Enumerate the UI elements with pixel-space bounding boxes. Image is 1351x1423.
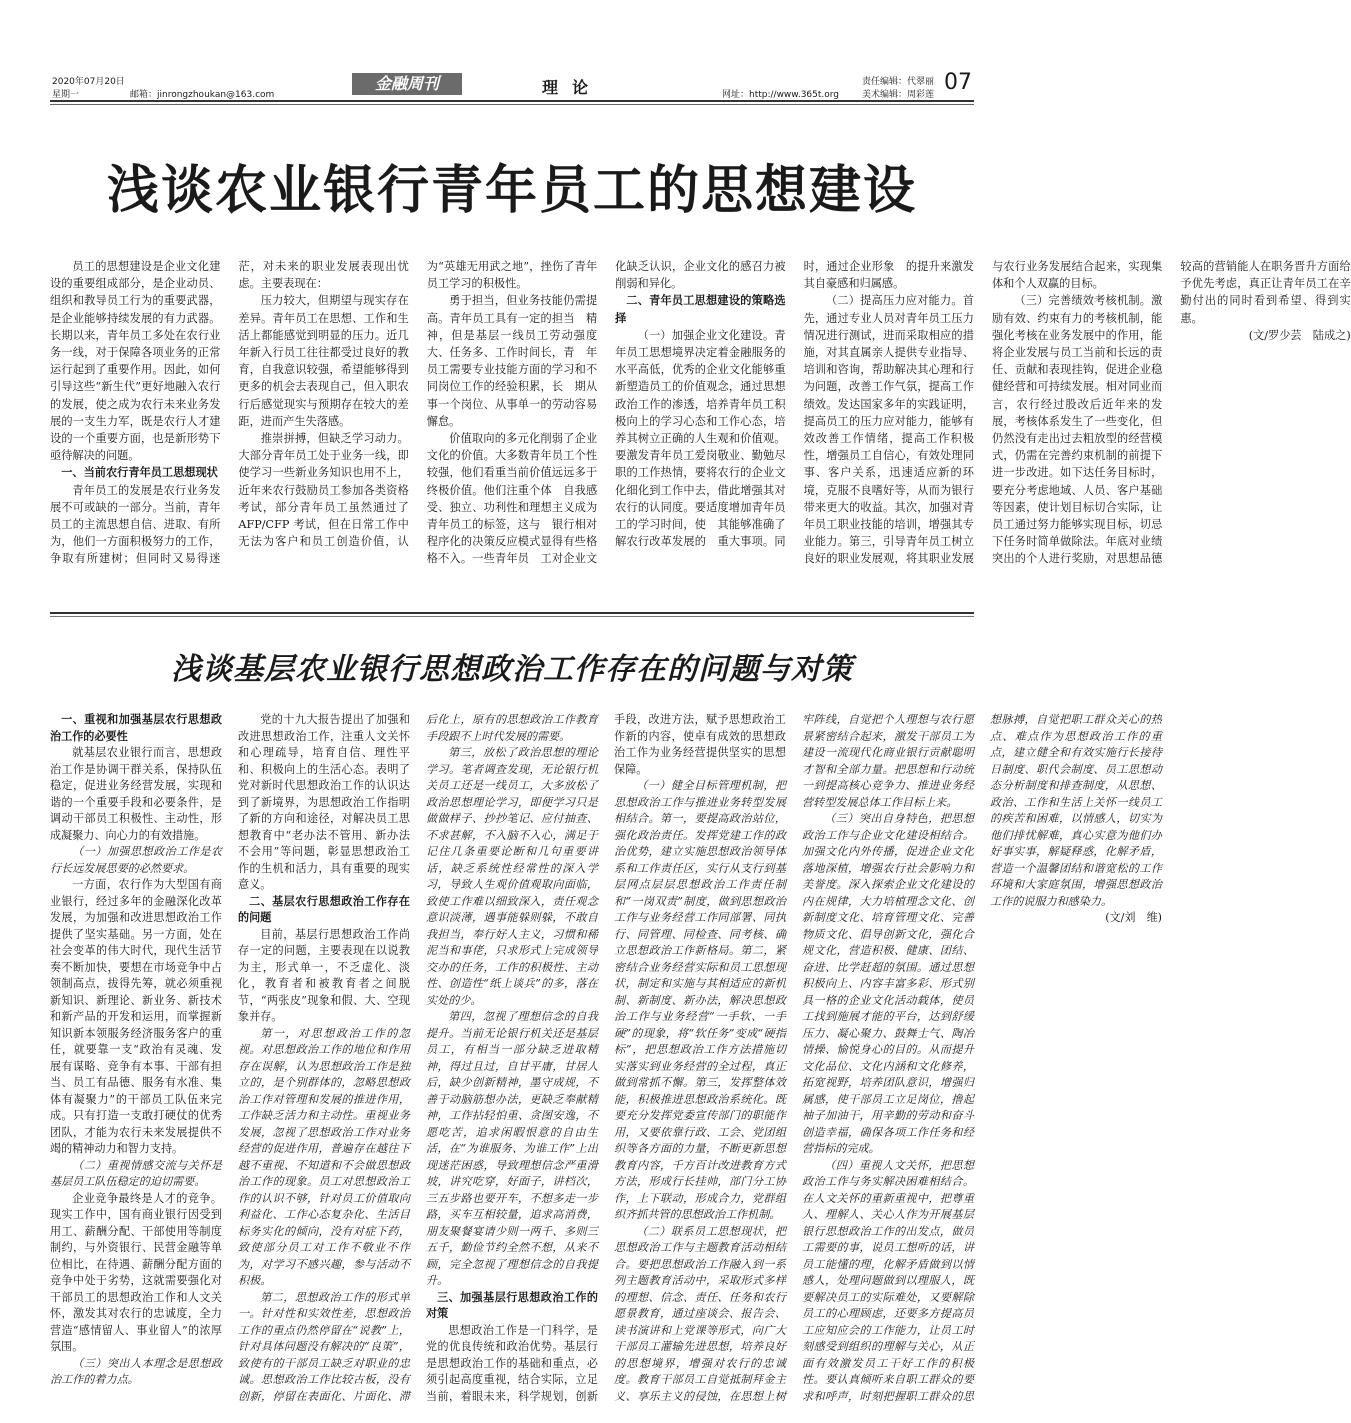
paragraph: 思想政治工作是一门科学，是党的优良传统和政治优势。基层行是思想政治工作的基础和重点，必须引起高度重视，结合实际，立足当前，着眼未来，科学规划，创新手段，改进方法，赋予思想政治工作新的内容，使卓有成效的思想政治工作为业务经营提供坚实的思想保障。 [426, 713, 786, 1403]
paragraph: 企业竞争最终是人才的竞争。现实工作中，国有商业银行因受到用工、薪酬分配、干部使用等制度制约，与外资银行、民营金融等单位相比，在待遇、薪酬分配方面的竞争中处于劣势，这就需要强化对干部员工的思想政治工作和人文关怀，激发其对农行的忠诚度，全力营造“感情留人、事业留人”的浓厚氛围。 [50, 1191, 222, 1353]
art-editor: 美术编辑：周彩莲 [862, 90, 935, 100]
article2-body [50, 712, 1162, 1412]
website-address: 网址：http://www.365t.org [722, 90, 840, 100]
paragraph: 一方面，农行作为大型国有商业银行，经过多年的金融深化改革发展，为加强和改进思想政治工作提供了坚实基础。另一方面，处在社会变革的伟大时代，现代生活节奏不断加快，要想在市场竞争中占领制高点，拔得先筹，就必须重视新知识、新理论、新业务、新技术和新产品的开发和运用，而掌握新知识新本领服务经济服务客户的重任，就要靠一支“政治有灵魂、发展有谋略、竞争有本事、干部有担当、员工有品德、服务有水准、集体有凝聚力”的干部员工队伍来完成。只有打造一支敢打硬仗的优秀团队，才能为农行未来发展提供不竭的精神动力和智力支持。 [50, 878, 222, 1155]
section-heading: 一、当前农行青年员工思想现状 [61, 465, 218, 480]
paragraph: 勇于担当，但业务技能仍需提高。青年员工具有一定的担当 精神，但是基层一线员工劳动强度大、任务多、工作时间长，青 年员工需要专业技能方面的学习和不同岗位工作的经验积累，长 期从事一个岗位、从事单一的劳动容易懈怠。 [426, 294, 598, 428]
paragraph: 推崇拼搏，但缺乏学习动力。大部分青年员工处于业务一线，即使学习一些新业务知识也用不上，近年来农行鼓励员工参加各类资格考试，部分青年员工虽然通过了 AFP/CFP 考试，但在日常工作中无法为客户和员工创造价值，认为“英雄无用武之地”，挫伤了青年员工学习的积极性。 [238, 260, 598, 549]
paragraph: 第二，思想政治工作的形式单一。针对性和实效性差，思想政治工作的重点仍然停留在“说教”上，针对具体问题没有解决的“良策”，致使有的干部员工缺乏对职业的忠诚。思想政治工作比较古板，没有创新，停留在表面化、片面化、滞后化上，原有的思想政治工作教育手段跟不上时代发展的需要。 [238, 713, 598, 1403]
header-rule [50, 100, 974, 102]
page-number: 07 [944, 70, 972, 95]
responsible-editor: 责任编辑：代翠丽 [862, 77, 935, 87]
paragraph: 第一，对思想政治工作的忽视。对思想政治工作的地位和作用存在误解，认为思想政治工作是独立的，是个别群体的，忽略思想政治工作对管理和发展的推进作用，工作缺乏活力和主动性。重视业务发展，忽视了思想政治工作对业务经营的促进作用，普遍存在越往下越不重视、不知道和不会做思想政治工作的现象。员工对思想政治工作的认识不够，针对员工价值取向利益化、工作心态复杂化、生活目标务实化的倾向，没有对症下药，致使部分员工对工作不敬业不作为，对学习不感兴趣，参与活动不积极。 [238, 1026, 410, 1287]
paragraph: （二）重视情感交流与关怀是基层员工队伍稳定的迫切需要。 [50, 1158, 222, 1188]
paragraph: 价值取向的多元化削弱了企业文化的价值。大多数青年员工个性较强，他们看重当前价值远远多于终极价值。他们注重个体 自我感受、独立、功利性和理想主义成为青年员工的标签，这与 银行相对程序化的决策反应模式显得有些格格不入。一些青年员 工对企业文化缺乏认识，企业文化的感召力被削弱和异化。 [426, 260, 786, 566]
header-rule-thin [50, 104, 974, 105]
section-name: 理论 [542, 78, 603, 97]
paragraph: （三）完善绩效考核机制。激励有效、约束有力的考核机制，能强化考核在业务发展中的作用，能将企业发展与员工当前和长远的责任、贡献和表现挂钩，促进企业稳健经营和可持续发展。相对同业而言，农行经过股改后近年来的发展，考核体系发生了一些变化，但仍然没有走出过去粗放型的经营模式，仍需在完善约束机制的前提下进一步改进。如下达任务目标时，要充分考虑地域、人员、客户基础等因素，使计划目标切合实际，让员工通过努力能够实现目标，切忌下任务时简单做除法。年底对业绩突出的个人进行奖励，对思想品德较高的营销能人在职务晋升方面给予优先考虑，真正让青年员工在辛勤付出的同时看到希望、得到实惠。 [991, 260, 1351, 566]
article-separator-thin [50, 616, 974, 617]
article-separator [50, 612, 974, 614]
section-heading: 二、青年员工思想建设的策略选择 [615, 293, 786, 325]
article2-title: 浅谈基层农业银行思想政治工作存在的问题与对策 [171, 652, 853, 687]
paragraph: 压力较大，但期望与现实存在差异。青年员工在思想、工作和生活上都能感觉到明显的压力。近几年新入行员工往往都受过良好的教育，自我意识较强，希望能够得到更多的机会去表现自己，但入职农行后感觉现实与预期存在较大的差距，进而产生失落感。 [238, 294, 409, 428]
article1-body [50, 258, 1351, 578]
issue-weekday: 星期一 [52, 90, 80, 100]
author-byline: (文/刘 维) [1105, 911, 1162, 924]
section-heading: 一、重视和加强基层农行思想政治工作的必要性 [50, 713, 222, 743]
paragraph: 第四，忽视了理想信念的自我提升。当前无论银行机关还是基层员工，有相当一部分缺乏进取精神，得过且过，自甘平庸，甘居人后，缺少创新精神，墨守成规，不善于动脑筋想办法，更缺乏奉献精神，工作拈轻怕重、贪图安逸，不愿吃苦，追求闲暇恨意的自由生活，在“为谁服务、为谁工作”上出现迷茫困惑，导致理想信念严重滑坡，讲究吃穿，好面子，讲档次，三五步路也要开车，不想多走一步路，买车互相较量，追求高消费，朋友聚餐宴请少则一两千、多则三五千，勤俭节约全然不想，从来不顾，完全忽视了理想信念的自我提升。 [426, 1010, 598, 1287]
paragraph: （二）联系员工思想现状，把思想政治工作与主题教育活动相结合。要把思想政治工作融入到一系列主题教育活动中，采取形式多样的理想、信念、责任、任务和农行愿景教育，通过座谈会、报告会、读书演讲和上党课等形式，向广大干部员工灌输先进思想，培养良好的思想境界，增强对农行的忠诚度。教育干部员工自觉抵制拜金主义、享乐主义的侵蚀，在思想上树牢阵线，自觉把个人理想与农行愿景紧密结合起来，激发干部员工为建设一流现代化商业银行贡献聪明才智和全部力量。把思想和行动统一到提高核心竞争力、推进业务经营转型发展总体工作目标上来。 [614, 713, 974, 1403]
article1-title: 浅谈农业银行青年员工的思想建设 [106, 161, 917, 221]
paragraph: 青年员工的发展是农行业务发展不可或缺的一部分。当前，青年员工的主流思想自信、进取、有所为，他们一方面积极努力的工作，争取有所建树；但同时又易得迷茫，对未来的职业发展表现出忧虑。主要表现在： [50, 260, 409, 566]
paragraph: （三）突出自身特色，把思想政治工作与企业文化建设相结合。加强文化内外传播，促进企业文化落地深植，增强农行社会影响力和美誉度。深入探索企业文化建设的内在规律，大力培植理念文化、创新制度文化、培育管理文化、完善物质文化、倡导创新文化，强化合规文化，营造积极、健康、团结、奋进、比学赶超的氛围。通过思想积极向上、内容丰富多彩、形式别具一格的企业文化活动载体，使员工找到施展才能的平台，达到舒缓压力、凝心聚力、鼓舞士气、陶冶情操、愉悦身心的目的。从而提升文化品位、文化内涵和文化修养，拓宽视野，培养团队意识，增强归属感，使干部员工立足岗位，撸起袖子加油干，用辛勤的劳动和奋斗创造幸福，确保各项工作任务和经营指标的完成。 [802, 812, 974, 1155]
paragraph: 第三，放松了政治思想的理论学习。笔者调查发现，无论银行机关员工还是一线员工，大多放松了政治思想理论学习，即便学习只是做做样子、抄抄笔记、应付抽查、不求甚解，不入脑不入心，满足于记住几条重要论断和几句重要讲话，缺乏系统性经常性的深入学习，导致人生观价值观取向面临，致使工作难以细致深入，责任观念意识淡薄，遇事能躲则躲，不敢自我担当，奉行好人主义，习惯和稀泥当和事佬，只求形式上完成领导交办的任务，工作的积极性、主动性、创造性“纸上谈兵”的多，落在实处的少。 [426, 746, 598, 1007]
paragraph: （三）突出人本理念是思想政治工作的着力点。 [50, 1356, 222, 1386]
brand-logo: 金融周刊 [352, 73, 462, 95]
paragraph: （一）加强思想政治工作是农行长远发展思要的必然要求。 [50, 845, 222, 875]
author-byline: (文/罗少芸 陆成之) [1248, 328, 1351, 342]
paragraph: 就基层农业银行而言，思想政治工作是协调干群关系，保持队伍稳定，促进业务经营发展，实现和谐的一个重要手段和必要条件，是调动干部员工积极性、主动性，形成凝聚力、向心力的有效措施。 [50, 746, 222, 842]
issue-date: 2020年07月20日 [52, 77, 125, 87]
section-heading: 三、加强基层行思想政治工作的对策 [426, 1290, 598, 1320]
paragraph: 员工的思想建设是企业文化建设的重要组成部分，是企业动员、组织和教导员工行为的重要武器，是企业能够持续发展的有力武器。长期以来，青年员工多处在农行业务一线，对于保障各项业务的正常运行起到了重要作用。因此，如何引导这些“新生代”更好地融入农行的发展，使之成为农行未来业务发展的一支生力军，既是农行人才建设的一个重要方面，也是新形势下亟待解决的问题。 [50, 260, 221, 463]
section-heading: 二、基层农行思想政治工作存在的问题 [238, 894, 410, 924]
page-header [0, 0, 1024, 110]
paragraph: （一）健全目标管理机制，把思想政治工作与推进业务转型发展相结合。第一，要提高政治站位，强化政治责任。发挥党建工作的政治优势，建立实施思想政治领导体系和工作责任区，实行从支行到基层网点层层思想政治工作责任制和“一岗双责”制度，做到思想政治工作与业务经营工作同部署、同执行、同管理、同检查、同考核、确立思想政治工作新格局。第二，紧密结合业务经营实际和员工思想现状，制定和实施与其相适应的新机制、新制度、新办法，解决思想政治工作与业务经营“一手软、一手硬”的现象，将“软任务”变成“硬指标”，把思想政治工作方法措施切实落实到业务经营的全过程，真正做到常抓不懈。第三，发挥整体效能，积极推进思想政治系统化。既要充分发挥党委宣传部门的职能作用，又要依靠行政、工会、党团组织等各方面的力量，不断更新思想教育内容，千方百计改进教育方式方法，形成行长挂帅，部门分工协作，上下联动，形成合力，党群组织齐抓共管的思想政治工作机制。 [614, 779, 786, 1221]
paragraph: 党的十九大报告提出了加强和改进思想政治工作，注重人文关怀和心理疏导，培育自信、理性平和、积极向上的生活心态。表明了党对新时代思想政治工作的认识达到了新境界，为思想政治工作指明了新的方向和途径，对解决员工思想教育中“老办法不管用、新办法不会用”等问题，彰显思想政治工作的生机和活力，具有重要的现实意义。 [238, 713, 410, 891]
paragraph: 目前，基层行思想政治工作尚存一定的问题，主要表现在以说教为主，形式单一，不乏虚化、淡化，教育者和被教育者之间脱节，“两张皮”现象和假、大、空现象并存。 [238, 927, 410, 1023]
paragraph: （二）提高压力应对能力。首先，通过专业人员对青年员工压力情况进行测试，进而采取相应的措施，对其直属亲人提供专业指导、培训和咨询，帮助解决其心理和行为问题，改善工作气氛，提高工作绩效。发达国家多年的实践证明，提高员工的压力应对能力，能够有效改善工作情绪，提高工作积极性，增强员工自信心，有效处理同事、客户关系，迅速适应新的环境，克服不良嗜好等，从而为银行带来更大的收益。其次，加强对青年员工职业技能的培训，增强其专业能力。第三，引导青年员工树立良好的职业发展观，将其职业发展与农行业务发展结合起来，实现集体和个人双赢的目标。 [803, 260, 1163, 566]
email-address: 邮箱：jinrongzhoukan@163.com [130, 90, 275, 100]
paragraph: （四）重视人文关怀，把思想政治工作与务实解决困难相结合。在人文关怀的重新重视中，把尊重人、理解人、关心人作为开展基层银行思想政治工作的出发点，做员工需要的事，说员工想听的话，讲员工能懂的理，化解矛盾做到以情感人，处理问题做到以理服人，既要解决员工的实际难处，又要解除员工的心理顾虑，还要多方提高员工应知应会的工作能力，让员工时刻感受到组织的理解与关心，从正面有效激发员工干好工作的积极性。要认真倾听来自职工群众的要求和呼声，时刻把握职工群众的思想脉搏，自觉把职工群众关心的热点、难点作为思想政治工作的重点，建立健全和有效实施行长接待日制度、职代会制度、员工思想动态分析制度和排查制度，从思想、政治、工作和生活上关怀一线员工的疾苦和困难，以情感人，切实为他们排忧解难，真心实意为他们办好事实事，解疑释惑，化解矛盾，营造一个温馨团结和谐宽松的工作环境和大家庭氛围，增强思想政治工作的说服力和感染力。 [802, 713, 1162, 1403]
paragraph: （一）加强企业文化建设。青年员工思想境界决定着金融服务的水平高低，优秀的企业文化能够重新塑造员工的价值观念，通过思想政治工作的渗透，培养青年员工积极向上的学习心态和工作心态，培养其树立正确的人生观和价值观。要激发青年员工爱岗敬业、勤勉尽职的工作热情，要将农行的企业文化细化到工作中去，借此增强其对农行的认同度。要适度增加青年员工的学习时间，使 其能够准确了解农行改革发展的 重大事项。同时，通过企业形象 的提升来激发其自豪感和归属感。 [615, 260, 974, 549]
